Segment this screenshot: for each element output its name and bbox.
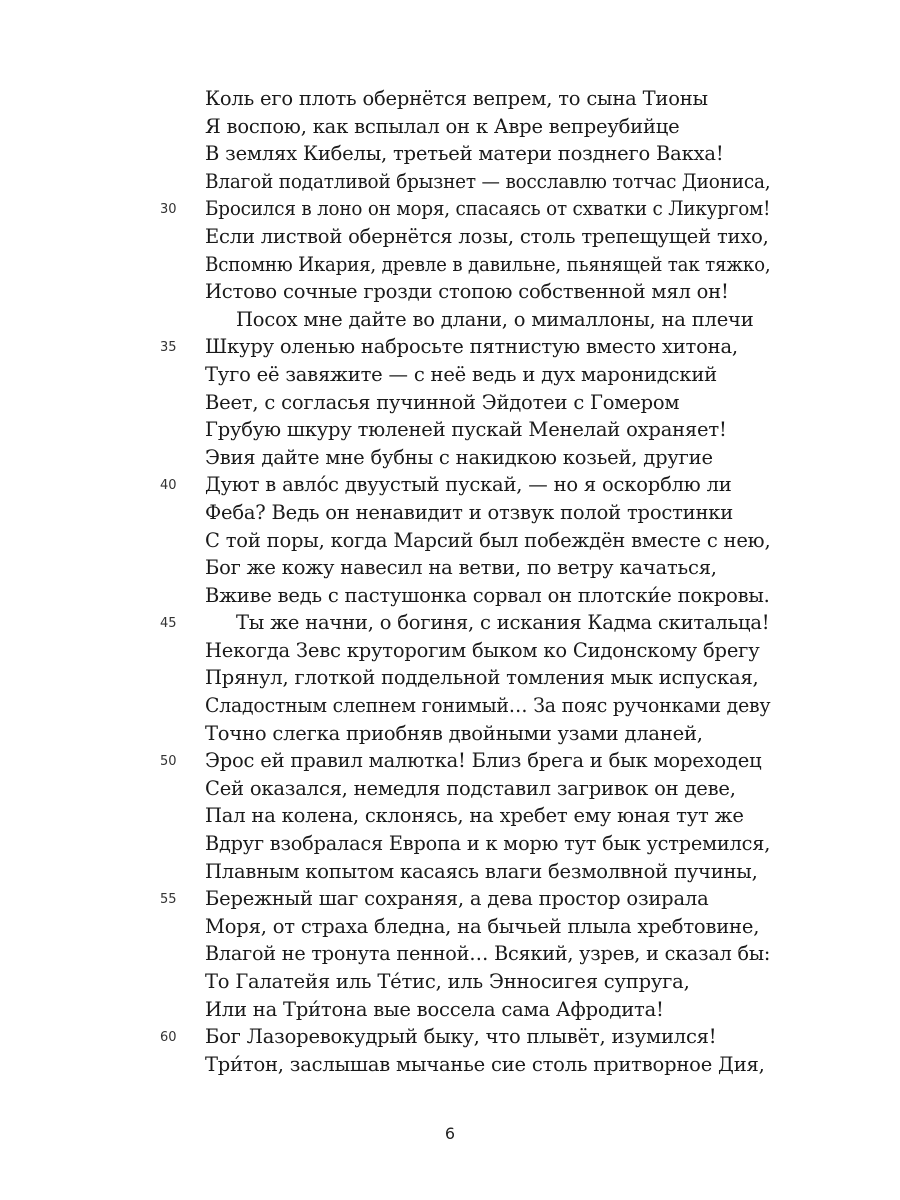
line-text: Феба? Ведь он ненавидит и отзвук полой тростинки xyxy=(205,500,734,524)
line-number: 50 xyxy=(160,754,177,770)
line-text: Туго её завяжите — с неё ведь и дух маронидский xyxy=(205,362,717,386)
poem-line xyxy=(0,361,900,389)
poem-line xyxy=(0,609,900,637)
poem-line xyxy=(0,471,900,499)
line-text: Эвия дайте мне бубны с накидкою козьей, другие xyxy=(205,445,713,469)
poem-line xyxy=(0,113,900,141)
line-text: Некогда Зевс круторогим быком ко Сидонскому брегу xyxy=(205,638,760,662)
line-text: Моря, от страха бледна, на бычьей плыла хребтовине, xyxy=(205,914,760,938)
line-number: 35 xyxy=(160,340,177,356)
line-number: 55 xyxy=(160,892,177,908)
line-text: Прянул, глоткой поддельной томления мык испуская, xyxy=(205,666,759,690)
line-text: Шкуру оленью набросьте пятнистую вместо хитона, xyxy=(205,335,738,359)
line-text: Сладостным слепнем гонимый… За пояс ручонками деву xyxy=(205,694,771,718)
poem-line xyxy=(0,720,900,748)
poem-line xyxy=(0,802,900,830)
poem-line xyxy=(0,858,900,886)
line-text: Ты же начни, о богиня, с искания Кадма скитальца! xyxy=(236,611,770,635)
poem-line xyxy=(0,747,900,775)
line-text: Истово сочные грозди стопою собственной мял он! xyxy=(205,280,729,304)
line-text: Точно слегка приобняв двойными узами дланей, xyxy=(205,721,703,745)
line-text: Бросился в лоно он моря, спасаясь от схватки с Ликургом! xyxy=(205,197,771,221)
line-text: Три́тон, заслышав мычанье сие столь притворное Дия, xyxy=(205,1052,765,1076)
line-text: Вспомню Икария, древле в давильне, пьянящей так тяжко, xyxy=(205,252,771,276)
line-text: Влагой не тронута пенной… Всякий, узрев, и сказал бы: xyxy=(205,942,771,966)
poem-line xyxy=(0,664,900,692)
poem-line xyxy=(0,996,900,1024)
poem-line xyxy=(0,168,900,196)
poem-line xyxy=(0,333,900,361)
poem-line xyxy=(0,1023,900,1051)
line-text: Посох мне дайте во длани, о мималлоны, на плечи xyxy=(236,307,754,331)
line-text: Вживе ведь с пастушонка сорвал он плотски́е покровы. xyxy=(205,583,770,607)
poem-line xyxy=(0,416,900,444)
line-text: Если листвой обернётся лозы, столь трепещущей тихо, xyxy=(205,224,769,248)
poem-line xyxy=(0,885,900,913)
line-text: То Галатейя иль Те́тис, иль Энносигея супруга, xyxy=(205,970,690,993)
line-text: Вдруг взобралася Европа и к морю тут бык устремился, xyxy=(205,832,771,856)
line-text: С той поры, когда Марсий был побеждён вместе с нею, xyxy=(205,528,771,552)
poem-line xyxy=(0,554,900,582)
line-text: Я воспою, как вспылал он к Авре вепреубийце xyxy=(205,114,680,138)
line-text: Коль его плоть обернётся вепрем, то сына Тионы xyxy=(205,87,708,110)
line-text: Веет, с согласья пучинной Эйдотеи с Гомером xyxy=(205,390,680,414)
poem-line xyxy=(0,775,900,803)
line-text: В землях Кибелы, третьей матери позднего Вакха! xyxy=(205,142,724,166)
line-text: Дуют в авло́с двуустый пускай, — но я оскорблю ли xyxy=(205,473,732,497)
line-number: 45 xyxy=(160,616,177,632)
poem-line xyxy=(0,637,900,665)
poem-line xyxy=(0,968,900,996)
line-text: Влагой податливой брызнет — восславлю тотчас Диониса, xyxy=(205,169,771,193)
poem-line xyxy=(0,692,900,720)
poem-line xyxy=(0,85,900,113)
poem-line xyxy=(0,278,900,306)
line-number: 60 xyxy=(160,1030,177,1046)
poem-line xyxy=(0,444,900,472)
line-text: Бережный шаг сохраняя, а дева простор озирала xyxy=(205,887,709,911)
line-text: Бог Лазоревокудрый быку, что плывёт, изумился! xyxy=(205,1025,717,1049)
poem-line xyxy=(0,389,900,417)
poem-line xyxy=(0,223,900,251)
poem-line xyxy=(0,306,900,334)
page-number: 6 xyxy=(444,1124,456,1143)
poem-line xyxy=(0,195,900,223)
line-number: 30 xyxy=(160,202,177,218)
line-text: Плавным копытом касаясь влаги безмолвной пучины, xyxy=(205,859,758,883)
line-text: Или на Три́тона вые воссела сама Афродита! xyxy=(205,997,664,1021)
poem-line xyxy=(0,1051,900,1079)
poem-line xyxy=(0,140,900,168)
poem-text xyxy=(0,85,900,1078)
line-text: Эрос ей правил малютка! Близ брега и бык мореходец xyxy=(205,749,762,773)
line-text: Грубую шкуру тюленей пускай Менелай охраняет! xyxy=(205,418,727,442)
poem-line xyxy=(0,830,900,858)
line-number: 40 xyxy=(160,478,177,494)
poem-line xyxy=(0,940,900,968)
poem-line xyxy=(0,527,900,555)
poem-line xyxy=(0,499,900,527)
line-text: Бог же кожу навесил на ветви, по ветру качаться, xyxy=(205,556,717,580)
poem-line xyxy=(0,251,900,279)
line-text: Пал на колена, склонясь, на хребет ему юная тут же xyxy=(205,804,744,828)
poem-line xyxy=(0,582,900,610)
line-text: Сей оказался, немедля подставил загривок он деве, xyxy=(205,776,736,800)
poem-line xyxy=(0,913,900,941)
